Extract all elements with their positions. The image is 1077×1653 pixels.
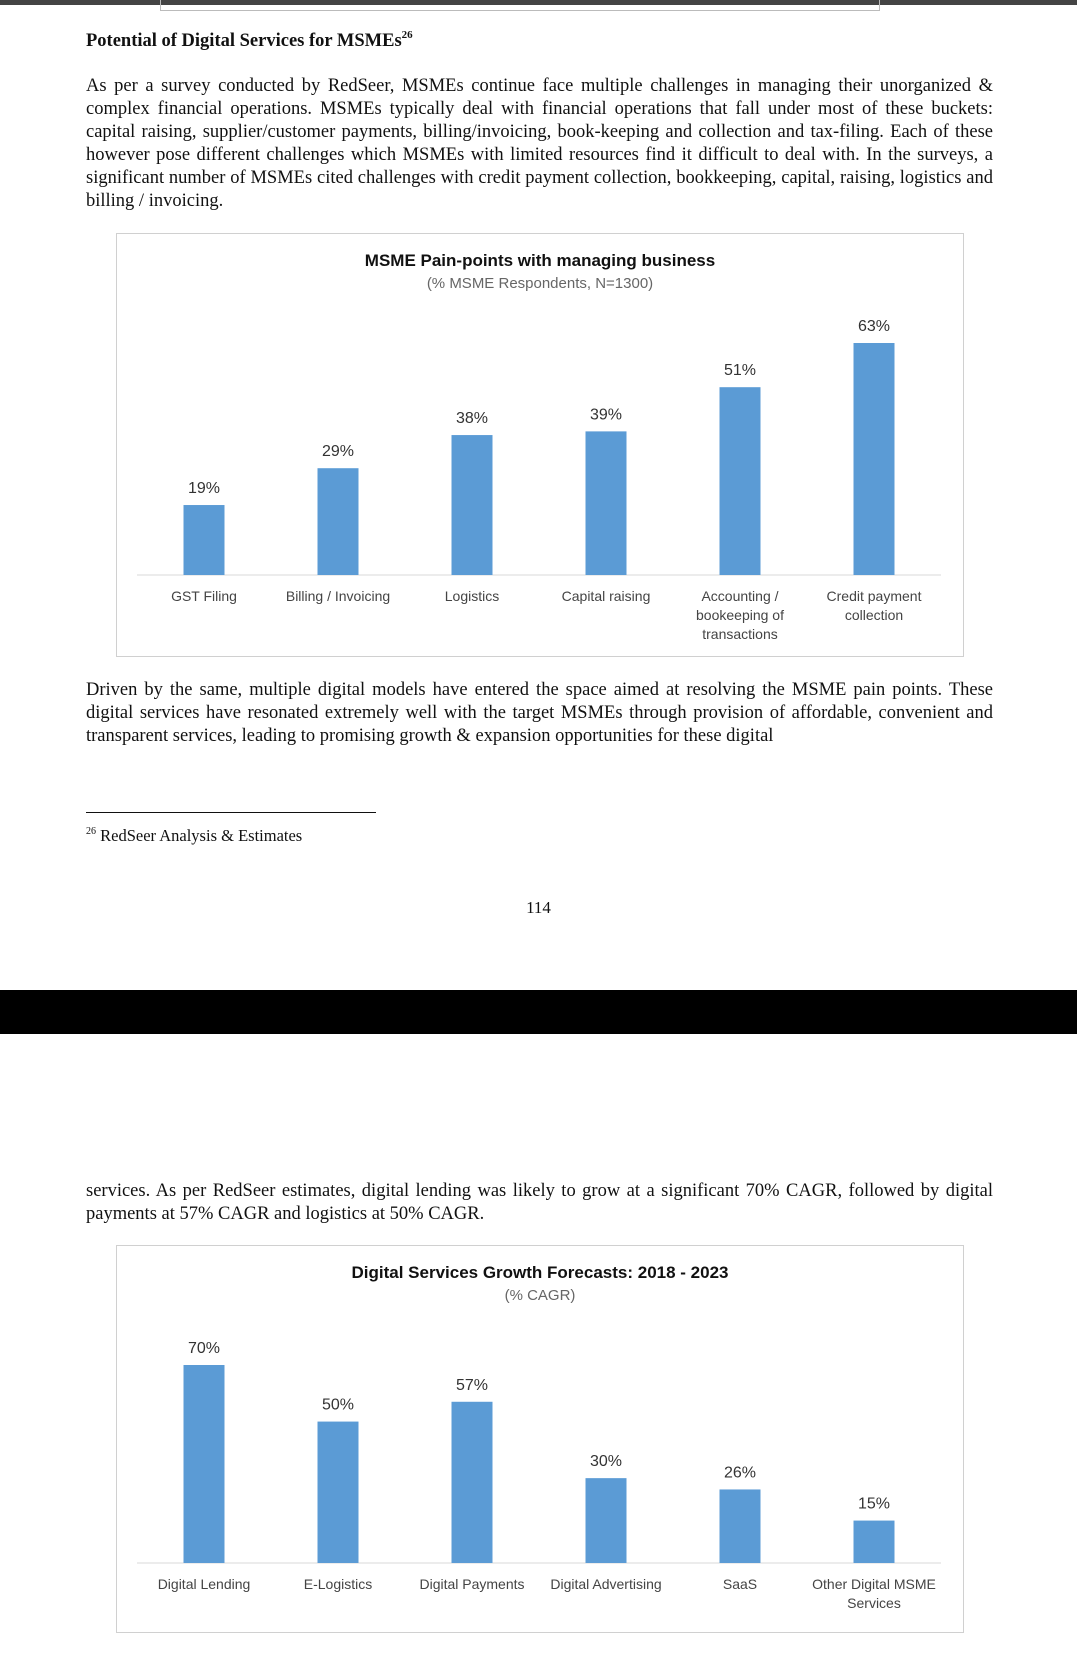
chart-subtitle: (% MSME Respondents, N=1300)	[426, 275, 654, 292]
continuation-paragraph: Driven by the same, multiple digital models have entered the space aimed at resolving the MSME pain points. These digital services have resonated extremely well with the target MSMEs through provision of affordable, convenient and transparent services, leading to promising growth & expansion opportunities for these digital	[86, 680, 993, 746]
previous-page-edge	[160, 0, 880, 11]
bar	[318, 1422, 359, 1563]
data-label: 15%	[857, 1495, 891, 1513]
growth-forecast-chart-plot	[117, 1246, 963, 1632]
data-label: 63%	[857, 318, 891, 335]
data-label: 57%	[455, 1376, 489, 1394]
bar	[854, 343, 895, 575]
data-label: 19%	[187, 480, 221, 498]
intro-paragraph: As per a survey conducted by RedSeer, MSMEs continue face multiple challenges in managing their unorganized & complex financial operations. MSMEs typically deal with financial operations that fall under most of these buckets: capital raising, supplier/customer payments, billing/invoicing, book-keeping and collection and tax-filing. Each of these however pose different challenges which MSMEs with limited resources find it difficult to deal with. In the surveys, a significant number of MSMEs cited challenges with credit payment collection, bookkeeping, capital, raising, logistics and billing / invoicing.	[86, 76, 993, 211]
category-label: Digital Advertising	[550, 1576, 662, 1592]
data-label: 29%	[321, 443, 355, 461]
forecast-paragraph: services. As per RedSeer estimates, digital lending was likely to grow at a significant 70% CAGR, followed by digital payments at 57% CAGR and logistics at 50% CAGR.	[86, 1181, 993, 1224]
bar	[184, 505, 225, 575]
chart-title: MSME Pain-points with managing business	[364, 251, 716, 270]
category-label: Accounting /	[701, 588, 779, 604]
category-label: Digital Payments	[419, 1576, 525, 1592]
data-label: 51%	[723, 362, 757, 380]
category-label: Services	[847, 1595, 901, 1611]
section-heading-text: Potential of Digital Services for MSMEs	[86, 31, 402, 51]
bar	[720, 1489, 761, 1563]
category-label: Logistics	[444, 588, 500, 604]
footnote	[86, 826, 302, 846]
section-heading	[86, 31, 413, 52]
bar	[452, 435, 493, 575]
pain-points-chart	[116, 233, 964, 657]
category-label: Credit payment	[826, 588, 922, 604]
footnote-text: RedSeer Analysis & Estimates	[100, 826, 303, 845]
page-gap	[0, 990, 1077, 1034]
footnote-separator	[86, 812, 376, 813]
data-label: 30%	[589, 1453, 623, 1471]
bar	[318, 468, 359, 575]
data-label: 38%	[455, 410, 489, 428]
data-label: 26%	[723, 1464, 757, 1482]
footnote-number: 26	[86, 826, 96, 837]
bar	[184, 1365, 225, 1563]
category-label: Other Digital MSME	[812, 1576, 936, 1592]
chart-title: Digital Services Growth Forecasts: 2018 - 2023	[351, 1263, 729, 1282]
bar	[586, 1478, 627, 1563]
category-label: E-Logistics	[303, 1576, 373, 1592]
category-label: collection	[844, 607, 904, 623]
category-label: Billing / Invoicing	[285, 588, 391, 604]
document-page-115	[0, 1034, 1077, 1653]
data-label: 50%	[321, 1396, 355, 1414]
category-label: bookeeping of	[696, 607, 784, 623]
category-label: SaaS	[722, 1576, 758, 1592]
category-label: Digital Lending	[157, 1576, 251, 1592]
pain-points-chart-plot	[117, 234, 963, 656]
bar	[720, 387, 761, 575]
data-label: 70%	[187, 1340, 221, 1357]
bar	[854, 1521, 895, 1563]
data-label: 39%	[589, 406, 623, 424]
category-label: Capital raising	[561, 588, 651, 604]
category-label: transactions	[702, 626, 778, 642]
category-label: GST Filing	[171, 588, 237, 604]
growth-forecast-chart	[116, 1245, 964, 1633]
page-number: 114	[526, 898, 551, 917]
footnote-reference[interactable]: 26	[401, 29, 413, 41]
bar	[452, 1402, 493, 1563]
chart-subtitle: (% CAGR)	[504, 1287, 576, 1304]
bar	[586, 431, 627, 575]
